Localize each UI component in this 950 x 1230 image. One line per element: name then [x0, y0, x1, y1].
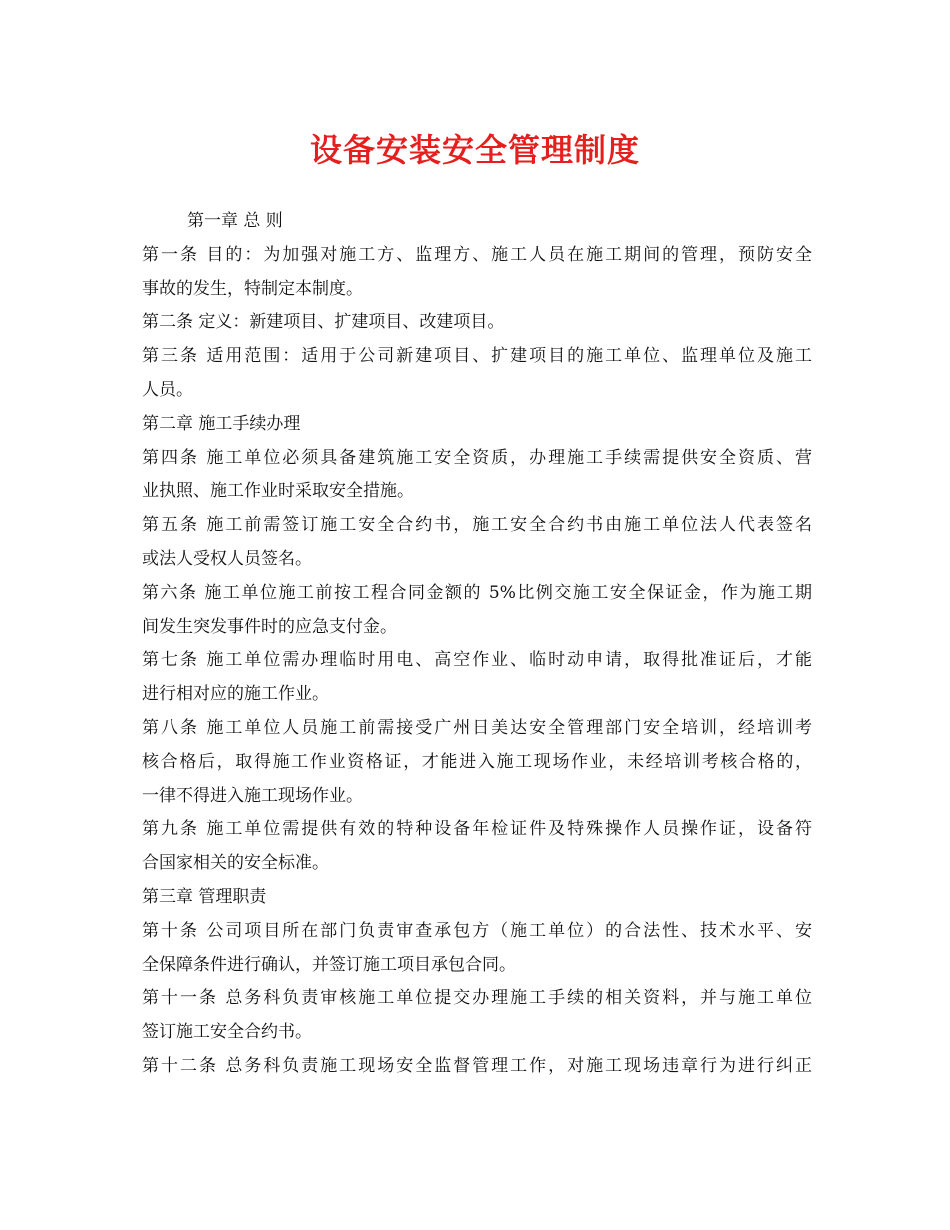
text-line: 第三条 适用范围：适用于公司新建项目、扩建项目的施工单位、监理单位及施工	[142, 346, 812, 367]
chapter-heading: 第三章 管理职责	[142, 886, 267, 907]
text-line: 第八条 施工单位人员施工前需接受广州日美达安全管理部门安全培训，经培训考	[142, 717, 812, 738]
text-line: 间发生突发事件时的应急支付金。	[142, 616, 397, 637]
text-line: 第一条 目的：为加强对施工方、监理方、施工人员在施工期间的管理，预防安全	[142, 244, 812, 265]
text-line: 第六条 施工单位施工前按工程合同金额的 5%比例交施工安全保证金，作为施工期	[142, 582, 812, 603]
text-line: 业执照、施工作业时采取安全措施。	[142, 481, 414, 502]
text-line: 全保障条件进行确认，并签订施工项目承包合同。	[142, 954, 516, 975]
document-body	[142, 205, 812, 1084]
text-line: 第十二条 总务科负责施工现场安全监督管理工作，对施工现场违章行为进行纠正	[142, 1055, 812, 1076]
text-line: 合国家相关的安全标准。	[142, 853, 329, 874]
text-line: 事故的发生，特制定本制度。	[142, 278, 363, 299]
text-line: 一律不得进入施工现场作业。	[142, 785, 363, 806]
text-line: 第二条 定义：新建项目、扩建项目、改建项目。	[142, 312, 505, 333]
text-line: 进行相对应的施工作业。	[142, 684, 329, 705]
chapter-heading: 第二章 施工手续办理	[142, 413, 301, 434]
text-line: 或法人受权人员签名。	[142, 548, 312, 569]
chapter-heading: 第一章 总 则	[187, 211, 283, 231]
text-line: 第五条 施工前需签订施工安全合约书，施工安全合约书由施工单位法人代表签名	[142, 515, 812, 536]
text-line: 第十一条 总务科负责审核施工单位提交办理施工手续的相关资料，并与施工单位	[142, 988, 812, 1009]
text-line: 第四条 施工单位必须具备建筑施工安全资质，办理施工手续需提供安全资质、营	[142, 447, 812, 468]
text-line: 第十条 公司项目所在部门负责审查承包方（施工单位）的合法性、技术水平、安	[142, 920, 812, 941]
text-line: 人员。	[142, 379, 193, 400]
text-line: 签订施工安全合约书。	[142, 1022, 312, 1043]
text-line: 第七条 施工单位需办理临时用电、高空作业、临时动申请，取得批准证后，才能	[142, 650, 812, 671]
document-title: 设备安装安全管理制度	[309, 131, 640, 169]
text-line: 第九条 施工单位需提供有效的特种设备年检证件及特殊操作人员操作证，设备符	[142, 819, 812, 840]
text-line: 核合格后，取得施工作业资格证，才能进入施工现场作业，未经培训考核合格的，	[142, 751, 812, 772]
